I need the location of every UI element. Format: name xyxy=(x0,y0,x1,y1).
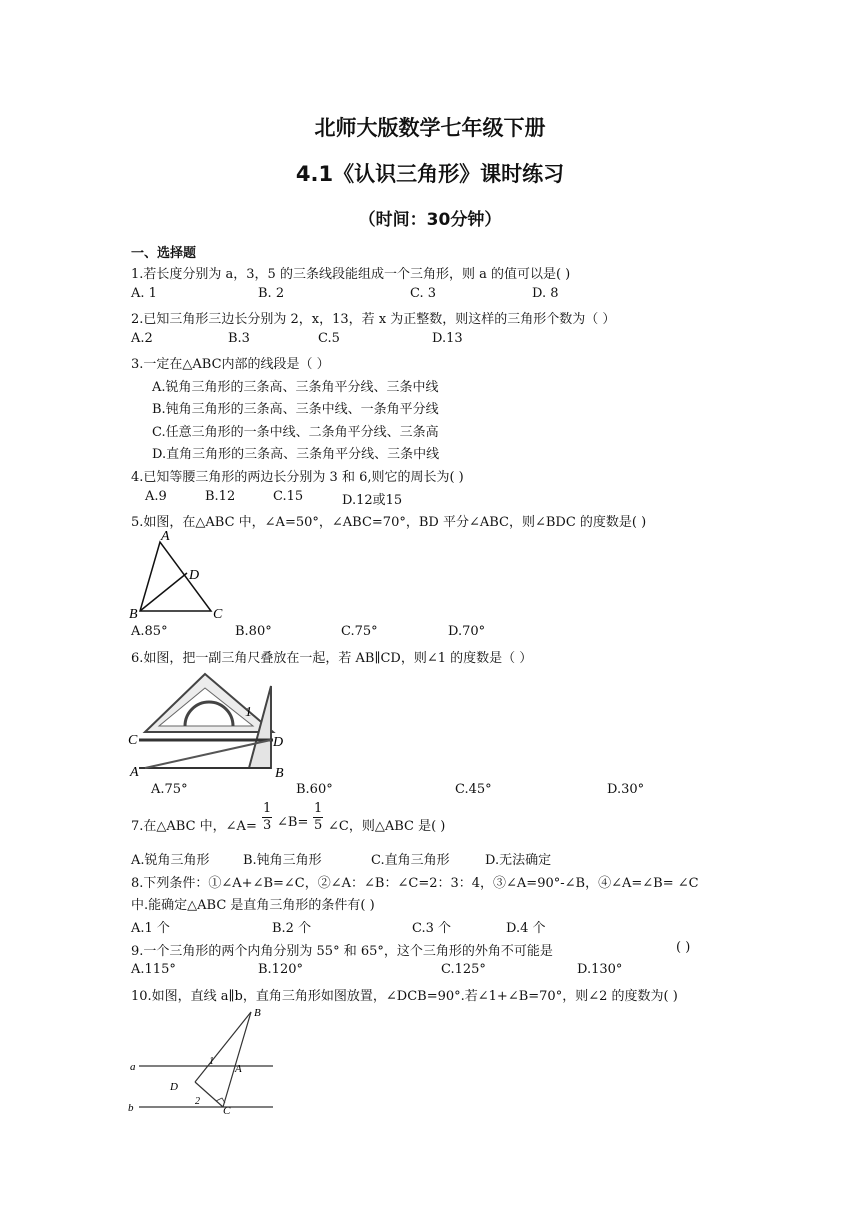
q6-label-b: B xyxy=(275,766,284,781)
page-title: 北师大版数学七年级下册 xyxy=(314,116,546,140)
q1-option-a: A. 1 xyxy=(131,286,157,301)
q5-option-d: D.70° xyxy=(448,624,486,639)
q8-option-b: B.2 个 xyxy=(272,921,312,936)
q7-stem-part3: ∠C，则△ABC 是( ) xyxy=(328,819,446,834)
q9-option-a: A.115° xyxy=(131,962,176,977)
q4-option-b: B.12 xyxy=(205,489,236,504)
q7-fraction2-numerator: 1 xyxy=(314,801,323,816)
q5-option-a: A.85° xyxy=(131,624,168,639)
q6-set-squares-figure xyxy=(125,664,285,782)
q7-fraction-one-third xyxy=(262,801,272,834)
q10-label-b-vertex: B xyxy=(254,1007,261,1019)
q7-option-a: A.锐角三角形 xyxy=(131,853,210,868)
q4-option-c: C.15 xyxy=(273,489,304,504)
q4-option-a: A.9 xyxy=(145,489,167,504)
time-note: （时间：30分钟） xyxy=(358,210,502,230)
q5-label-b: B xyxy=(129,607,138,622)
q8-option-c: C.3 个 xyxy=(412,921,452,936)
q6-label-c: C xyxy=(128,733,138,748)
q2-option-c: C.5 xyxy=(318,331,340,346)
q7-stem-part2: ∠B= xyxy=(277,815,309,830)
q1-stem: 1.若长度分别为 a，3，5 的三条线段能组成一个三角形，则 a 的值可以是( ) xyxy=(131,267,571,282)
section-heading: 一、选择题 xyxy=(131,246,197,261)
q4-stem: 4.已知等腰三角形的两边长分别为 3 和 6,则它的周长为( ) xyxy=(131,470,464,485)
q2-option-a: A.2 xyxy=(131,331,153,346)
q10-parallel-lines-figure xyxy=(125,1004,285,1116)
q10-label-line-a: a xyxy=(130,1061,136,1073)
q8-option-a: A.1 个 xyxy=(131,921,170,936)
q3-option-c: C.任意三角形的一条中线、二条角平分线、三条高 xyxy=(152,425,439,440)
q6-option-c: C.45° xyxy=(455,782,492,797)
q5-triangle-figure xyxy=(127,530,227,622)
q7-fraction1-denominator: 3 xyxy=(263,818,272,833)
q10-label-angle2: 2 xyxy=(195,1096,200,1107)
q1-option-b: B. 2 xyxy=(258,286,285,301)
q10-label-line-b: b xyxy=(128,1102,134,1114)
q5-label-a: A xyxy=(161,530,170,544)
q5-label-c: C xyxy=(213,607,223,622)
q2-option-d: D.13 xyxy=(432,331,463,346)
q8-option-d: D.4 个 xyxy=(506,921,546,936)
q10-stem: 10.如图，直线 a∥b，直角三角形如图放置，∠DCB=90°.若∠1+∠B=70°，则∠2 的度数为( ) xyxy=(131,989,678,1004)
q5-stem: 5.如图，在△ABC 中，∠A=50°，∠ABC=70°，BD 平分∠ABC，则∠BDC 的度数是( ) xyxy=(131,515,647,530)
q10-label-angle1: 1 xyxy=(209,1056,214,1067)
q6-option-a: A.75° xyxy=(151,782,188,797)
q5-label-d: D xyxy=(189,568,200,583)
q6-option-b: B.60° xyxy=(296,782,333,797)
q8-stem-line1: 8.下列条件：①∠A+∠B=∠C，②∠A：∠B：∠C=2：3：4，③∠A=90°-∠B，④∠A=∠B= ∠C xyxy=(131,876,699,891)
q3-option-b: B.钝角三角形的三条高、三条中线、一条角平分线 xyxy=(152,402,439,417)
q5-segment-bd xyxy=(140,573,187,611)
q8-stem-line2: 中.能确定△ABC 是直角三角形的条件有( ) xyxy=(131,898,375,913)
q7-option-d: D.无法确定 xyxy=(485,853,552,868)
q7-fraction-one-fifth xyxy=(313,801,323,834)
q3-stem: 3.一定在△ABC内部的线段是（ ） xyxy=(131,357,330,372)
q7-option-b: B.钝角三角形 xyxy=(243,853,322,868)
q3-option-a: A.锐角三角形的三条高、三条角平分线、三条中线 xyxy=(152,380,439,395)
q6-stem: 6.如图，把一副三角尺叠放在一起，若 AB∥CD，则∠1 的度数是（ ） xyxy=(131,651,533,666)
q9-option-b: B.120° xyxy=(258,962,303,977)
q5-option-b: B.80° xyxy=(235,624,272,639)
q2-stem: 2.已知三角形三边长分别为 2，x，13，若 x 为正整数，则这样的三角形个数为（ ） xyxy=(131,312,616,327)
q1-option-c: C. 3 xyxy=(410,286,437,301)
q10-label-c: C xyxy=(223,1105,231,1116)
q7-fraction2-denominator: 5 xyxy=(314,818,323,833)
q6-label-a: A xyxy=(130,765,139,780)
q4-option-d: D.12或15 xyxy=(342,493,403,508)
q3-option-d: D.直角三角形的三条高、三条角平分线、三条中线 xyxy=(152,447,440,462)
q6-label-d: D xyxy=(273,735,284,750)
q7-fraction1-numerator: 1 xyxy=(263,801,272,816)
q2-option-b: B.3 xyxy=(228,331,250,346)
page-subtitle: 4.1《认识三角形》课时练习 xyxy=(295,162,565,186)
q9-option-c: C.125° xyxy=(441,962,486,977)
q7-stem-part1: 7.在△ABC 中，∠A= xyxy=(131,819,257,834)
q10-side-bd xyxy=(195,1012,251,1082)
q9-option-d: D.130° xyxy=(577,962,623,977)
q6-label-1: 1 xyxy=(245,705,252,720)
q9-stem: 9.一个三角形的两个内角分别为 55° 和 65°，这个三角形的外角不可能是 xyxy=(131,944,553,959)
q6-option-d: D.30° xyxy=(607,782,645,797)
q7-option-c: C.直角三角形 xyxy=(371,853,450,868)
q5-triangle-abc xyxy=(140,542,211,611)
q10-label-a-vertex: A xyxy=(235,1063,242,1075)
q1-option-d: D. 8 xyxy=(532,286,559,301)
q10-side-bc xyxy=(223,1012,251,1107)
q5-option-c: C.75° xyxy=(341,624,378,639)
q10-label-d: D xyxy=(170,1081,178,1093)
q9-answer-paren: ( ) xyxy=(676,940,691,955)
